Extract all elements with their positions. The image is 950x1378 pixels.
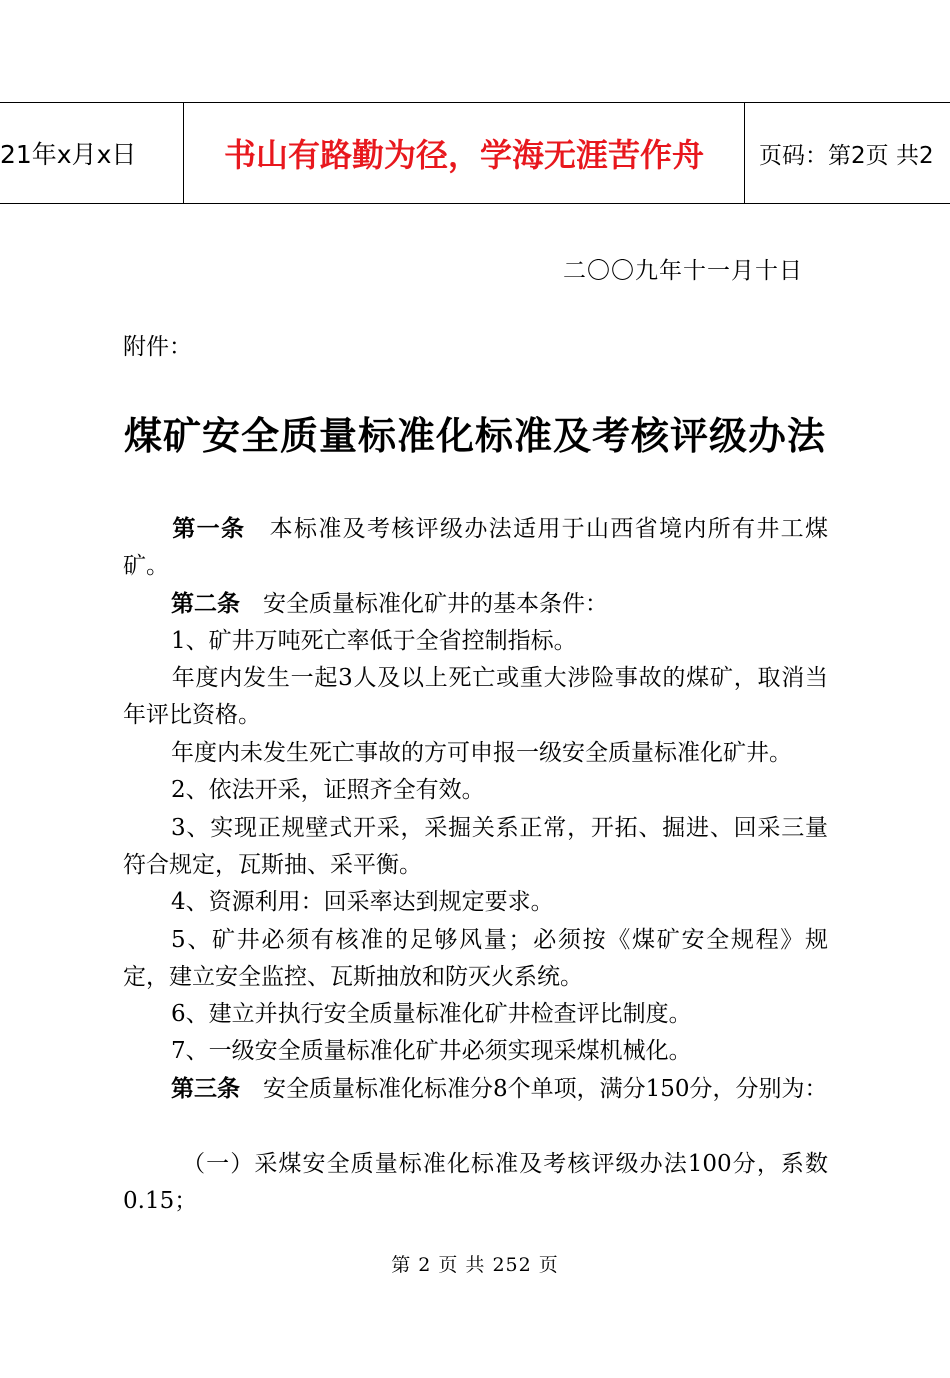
article-label: 第二条 bbox=[171, 591, 240, 617]
paragraph bbox=[123, 660, 828, 734]
attachment-label: 附件： bbox=[123, 334, 192, 360]
paragraph-text: （一）采煤安全质量标准化标准及考核评级办法100分，系数0.15； bbox=[123, 1151, 828, 1214]
paragraph bbox=[123, 1071, 828, 1108]
paragraph bbox=[123, 511, 828, 585]
paragraph-text: 年度内发生一起3人及以上死亡或重大涉险事故的煤矿，取消当年评比资格。 bbox=[123, 665, 828, 728]
paragraph-text: 7、一级安全质量标准化矿井必须实现采煤机械化。 bbox=[171, 1038, 692, 1064]
paragraph-text: 6、建立并执行安全质量标准化矿井检查评比制度。 bbox=[171, 1001, 692, 1027]
header-motto: 书山有路勤为径，学海无涯苦作舟 bbox=[184, 103, 745, 203]
paragraph-text: 4、资源利用：回采率达到规定要求。 bbox=[171, 889, 554, 915]
paragraph-text: 2、依法开采，证照齐全有效。 bbox=[171, 777, 485, 803]
paragraph bbox=[123, 586, 828, 623]
paragraph bbox=[123, 735, 828, 772]
paragraph-text: 本标准及考核评级办法适用于山西省境内所有井工煤矿。 bbox=[123, 516, 829, 579]
header-date-cell bbox=[0, 103, 184, 203]
header-page-info: 页码：第2页 共2 bbox=[759, 142, 934, 169]
paragraph-text: 1、矿井万吨死亡率低于全省控制指标。 bbox=[171, 628, 577, 654]
paragraph-text: 安全质量标准化标准分8个单项，满分150分，分别为： bbox=[240, 1076, 828, 1102]
paragraph bbox=[123, 810, 828, 884]
paragraph bbox=[123, 884, 828, 921]
article-label: 第一条 bbox=[171, 516, 246, 542]
page-header bbox=[0, 102, 950, 204]
paragraph-text: 安全质量标准化矿井的基本条件： bbox=[240, 591, 608, 617]
paragraph bbox=[123, 1146, 828, 1220]
article-label: 第三条 bbox=[171, 1076, 240, 1102]
paragraph bbox=[123, 922, 828, 996]
paragraph bbox=[123, 1033, 828, 1070]
document-date: 二〇〇九年十一月十日 bbox=[563, 258, 803, 284]
document-title: 煤矿安全质量标准化标准及考核评级办法 bbox=[123, 413, 826, 458]
paragraph-text: 3、实现正规壁式开采，采掘关系正常，开拓、掘进、回采三量符合规定，瓦斯抽、采平衡。 bbox=[123, 815, 828, 878]
paragraph bbox=[123, 772, 828, 809]
paragraph bbox=[123, 623, 828, 660]
page-footer: 第 2 页 共 252 页 bbox=[391, 1254, 559, 1276]
header-date: 21年x月x日 bbox=[0, 140, 137, 169]
paragraph-text: 年度内未发生死亡事故的方可申报一级安全质量标准化矿井。 bbox=[171, 740, 792, 766]
paragraph-text: 5、矿井必须有核准的足够风量；必须按《煤矿安全规程》规定，建立安全监控、瓦斯抽放和防灭火系统。 bbox=[123, 927, 828, 990]
paragraph bbox=[123, 996, 828, 1033]
